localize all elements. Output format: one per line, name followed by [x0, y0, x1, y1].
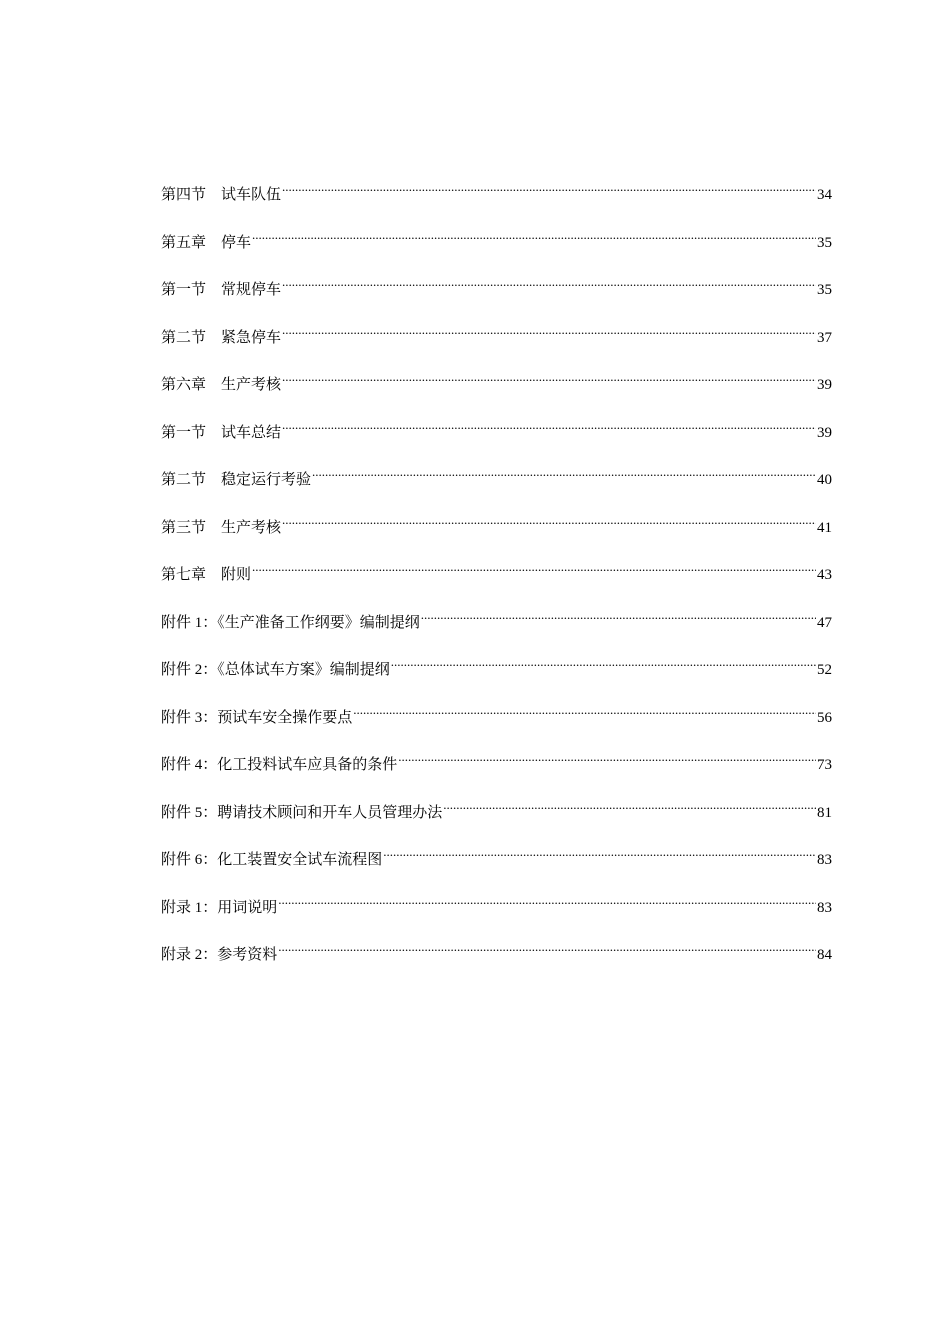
- toc-entry[interactable]: [161, 745, 832, 793]
- toc-entry[interactable]: [161, 555, 832, 603]
- table-of-contents: [161, 175, 832, 983]
- toc-entry[interactable]: [161, 888, 832, 936]
- toc-dot-leader: [421, 603, 816, 627]
- toc-entry-label: 附件 5：聘请技术顾问和开车人员管理办法: [161, 804, 443, 821]
- toc-page-number: 83: [817, 852, 832, 868]
- toc-entry-label: 第五章 停车: [161, 234, 252, 251]
- toc-entry[interactable]: [161, 793, 832, 841]
- toc-entry[interactable]: [161, 698, 832, 746]
- toc-dot-leader: [282, 318, 816, 342]
- toc-page-number: 35: [817, 282, 832, 298]
- toc-dot-leader: [391, 650, 816, 674]
- toc-page-number: 43: [817, 567, 832, 583]
- toc-entry[interactable]: [161, 603, 832, 651]
- toc-entry[interactable]: [161, 365, 832, 413]
- toc-dot-leader: [282, 270, 816, 294]
- toc-dot-leader: [252, 223, 816, 247]
- toc-entry-label: 附件 4：化工投料试车应具备的条件: [161, 757, 398, 773]
- toc-entry[interactable]: [161, 270, 832, 318]
- toc-page-number: 41: [817, 519, 832, 536]
- toc-entry[interactable]: [161, 508, 832, 556]
- toc-entry-label: 第二节 紧急停车: [161, 329, 282, 346]
- toc-entry-label: 附件 2：《总体试车方案》编制提纲: [161, 662, 390, 678]
- toc-dot-leader: [353, 698, 816, 722]
- toc-entry-label: 附件 6：化工装置安全试车流程图: [161, 852, 383, 868]
- toc-entry-label: 附件 1：《生产准备工作纲要》编制提纲: [161, 614, 420, 631]
- toc-entry[interactable]: [161, 935, 832, 983]
- toc-dot-leader: [252, 555, 816, 579]
- toc-dot-leader: [383, 840, 816, 864]
- toc-page-number: 56: [817, 709, 832, 726]
- toc-page-number: 37: [817, 329, 832, 346]
- toc-entry-label: 附件 3：预试车安全操作要点: [161, 709, 353, 726]
- toc-dot-leader: [282, 175, 816, 199]
- toc-entry[interactable]: [161, 413, 832, 461]
- toc-dot-leader: [278, 888, 816, 912]
- toc-page-number: 52: [817, 662, 832, 678]
- toc-dot-leader: [312, 460, 816, 484]
- toc-entry[interactable]: [161, 840, 832, 888]
- toc-entry[interactable]: [161, 318, 832, 366]
- toc-dot-leader: [398, 745, 816, 769]
- toc-entry[interactable]: [161, 175, 832, 223]
- toc-page-number: 35: [817, 234, 832, 251]
- toc-entry-label: 第六章 生产考核: [161, 377, 282, 393]
- toc-dot-leader: [278, 935, 816, 959]
- toc-page-number: 34: [817, 187, 832, 203]
- toc-entry[interactable]: [161, 460, 832, 508]
- toc-entry-label: 第二节 稳定运行考验: [161, 472, 312, 488]
- toc-entry-label: 第一节 常规停车: [161, 282, 282, 298]
- toc-dot-leader: [443, 793, 816, 817]
- toc-entry-label: 附录 1：用词说明: [161, 899, 278, 916]
- toc-entry-label: 第四节 试车队伍: [161, 187, 282, 203]
- toc-page-number: 40: [817, 472, 832, 488]
- toc-page-number: 81: [817, 804, 832, 821]
- toc-page-number: 39: [817, 377, 832, 393]
- toc-page-number: 84: [817, 947, 832, 963]
- toc-dot-leader: [282, 413, 816, 437]
- toc-dot-leader: [282, 365, 816, 389]
- toc-page-number: 73: [817, 757, 832, 773]
- toc-dot-leader: [282, 508, 816, 532]
- toc-entry-label: 第七章 附则: [161, 567, 252, 583]
- toc-page-number: 39: [817, 424, 832, 441]
- toc-entry[interactable]: [161, 223, 832, 271]
- toc-page-number: 47: [817, 614, 832, 631]
- toc-entry-label: 附录 2：参考资料: [161, 947, 278, 963]
- toc-entry[interactable]: [161, 650, 832, 698]
- toc-page-number: 83: [817, 899, 832, 916]
- toc-entry-label: 第三节 生产考核: [161, 519, 282, 536]
- toc-entry-label: 第一节 试车总结: [161, 424, 282, 441]
